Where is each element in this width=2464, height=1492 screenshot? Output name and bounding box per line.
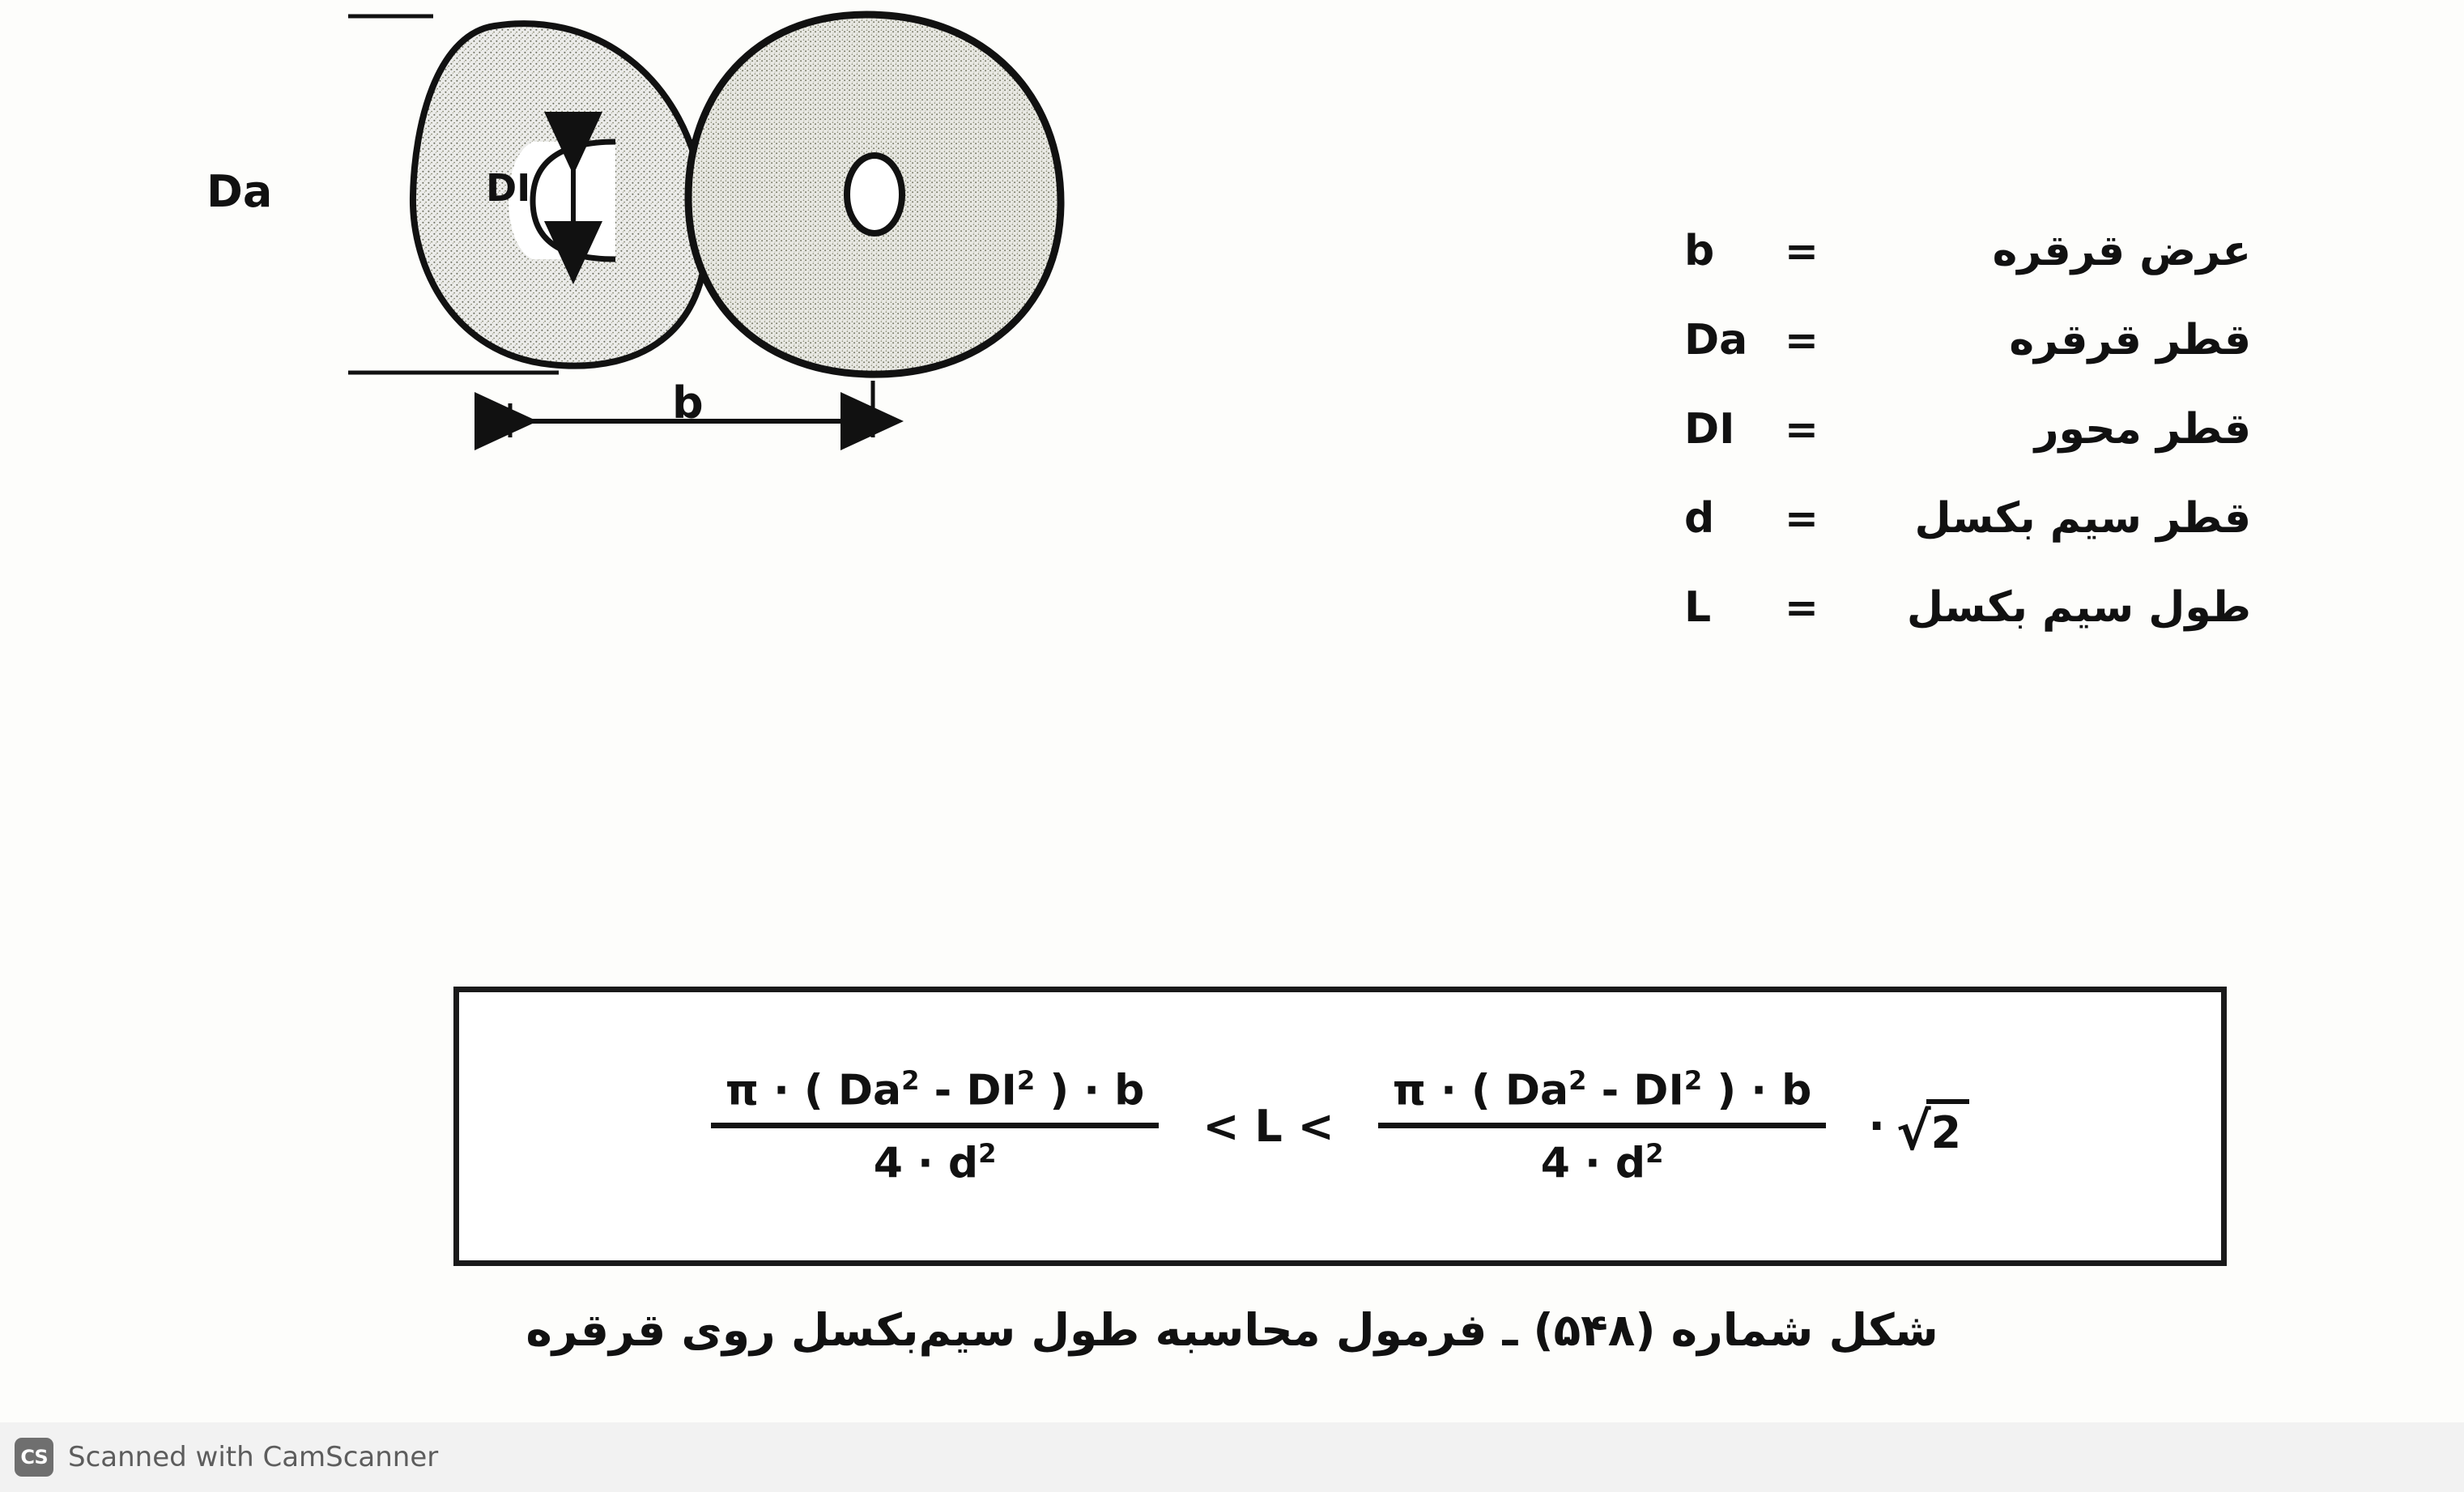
legend-equals-b: =	[1785, 228, 1819, 275]
spool-diagram-svg	[348, 0, 1530, 875]
formula-sqrt-term	[1868, 1094, 1969, 1162]
legend-symbol-di: DI	[1684, 405, 1735, 454]
camscanner-logo-icon: CS	[15, 1438, 53, 1477]
sqrt-radical-glyph: √	[1896, 1102, 1931, 1162]
formula-right-num-part1: π · ( Da	[1392, 1066, 1569, 1115]
formula-left-den-sup: 2	[978, 1138, 997, 1169]
legend-row-l	[1538, 563, 2251, 652]
left-flange	[413, 23, 707, 366]
figure-caption: شکل شماره (۵۴۸) ـ فرمول محاسبه طول سیم‌بکسل روی قرقره	[526, 1304, 1938, 1356]
legend-equals-l: =	[1785, 584, 1819, 631]
axle-hole	[847, 156, 902, 233]
label-da: Da	[206, 166, 273, 217]
label-di: DI	[486, 166, 531, 210]
formula-right-den-sup: 2	[1645, 1138, 1664, 1169]
formula-left-denominator	[859, 1128, 1011, 1187]
formula-left-den-part1: 4 · d	[873, 1139, 979, 1188]
formula-box	[453, 987, 2227, 1266]
formula-left-num-part2: - DI	[919, 1066, 1017, 1115]
formula-left-num-part1: π · ( Da	[725, 1066, 902, 1115]
formula-multiplier-dot: ·	[1868, 1101, 1885, 1152]
formula-right-denominator	[1526, 1128, 1679, 1187]
formula-right-num-sup1: 2	[1568, 1064, 1587, 1096]
legend-label-d: قطر سیم بکسل	[1914, 494, 2251, 543]
camscanner-footer-text: Scanned with CamScanner	[68, 1441, 439, 1473]
legend-row-d	[1538, 474, 2251, 563]
legend-label-di: قطر محور	[2034, 405, 2251, 454]
legend-symbol-d: d	[1684, 494, 1715, 543]
formula-left-numerator	[711, 1065, 1159, 1123]
legend-row-b	[1538, 207, 2251, 296]
formula-left-num-part3: ) · b	[1035, 1066, 1145, 1115]
legend-row-da	[1538, 296, 2251, 385]
sqrt-radicand: 2	[1926, 1099, 1970, 1158]
label-b: b	[672, 377, 704, 428]
legend-symbol-da: Da	[1684, 316, 1748, 364]
formula-right-fraction	[1378, 1065, 1826, 1188]
legend-symbol-l: L	[1684, 583, 1712, 632]
formula-left-num-sup2: 2	[1016, 1064, 1036, 1096]
formula-right-numerator	[1378, 1065, 1826, 1123]
spool-diagram	[206, 0, 1530, 875]
formula-right-fraction-bar	[1378, 1123, 1826, 1128]
formula-left-fraction	[711, 1065, 1159, 1188]
formula-right-den-part1: 4 · d	[1540, 1139, 1646, 1188]
legend-label-l: طول سیم بکسل	[1906, 583, 2251, 632]
legend-list	[1538, 207, 2251, 652]
legend-equals-d: =	[1785, 495, 1819, 542]
legend-symbol-b: b	[1684, 227, 1715, 275]
formula-right-num-sup2: 2	[1683, 1064, 1703, 1096]
formula-right-num-part3: ) · b	[1702, 1066, 1812, 1115]
right-flange	[688, 15, 1061, 374]
formula-left-fraction-bar	[711, 1123, 1159, 1128]
sqrt-icon	[1896, 1094, 1969, 1162]
legend-label-b: عرض قرقره	[1992, 227, 2251, 275]
legend-label-da: قطر قرقره	[2009, 316, 2251, 364]
camscanner-footer	[0, 1422, 2464, 1492]
formula-left-num-sup1: 2	[901, 1064, 920, 1096]
legend-row-di	[1538, 385, 2251, 474]
legend-equals-di: =	[1785, 406, 1819, 453]
formula-right-num-part2: - DI	[1586, 1066, 1684, 1115]
formula-relation: < L <	[1202, 1101, 1334, 1152]
legend-equals-da: =	[1785, 317, 1819, 364]
